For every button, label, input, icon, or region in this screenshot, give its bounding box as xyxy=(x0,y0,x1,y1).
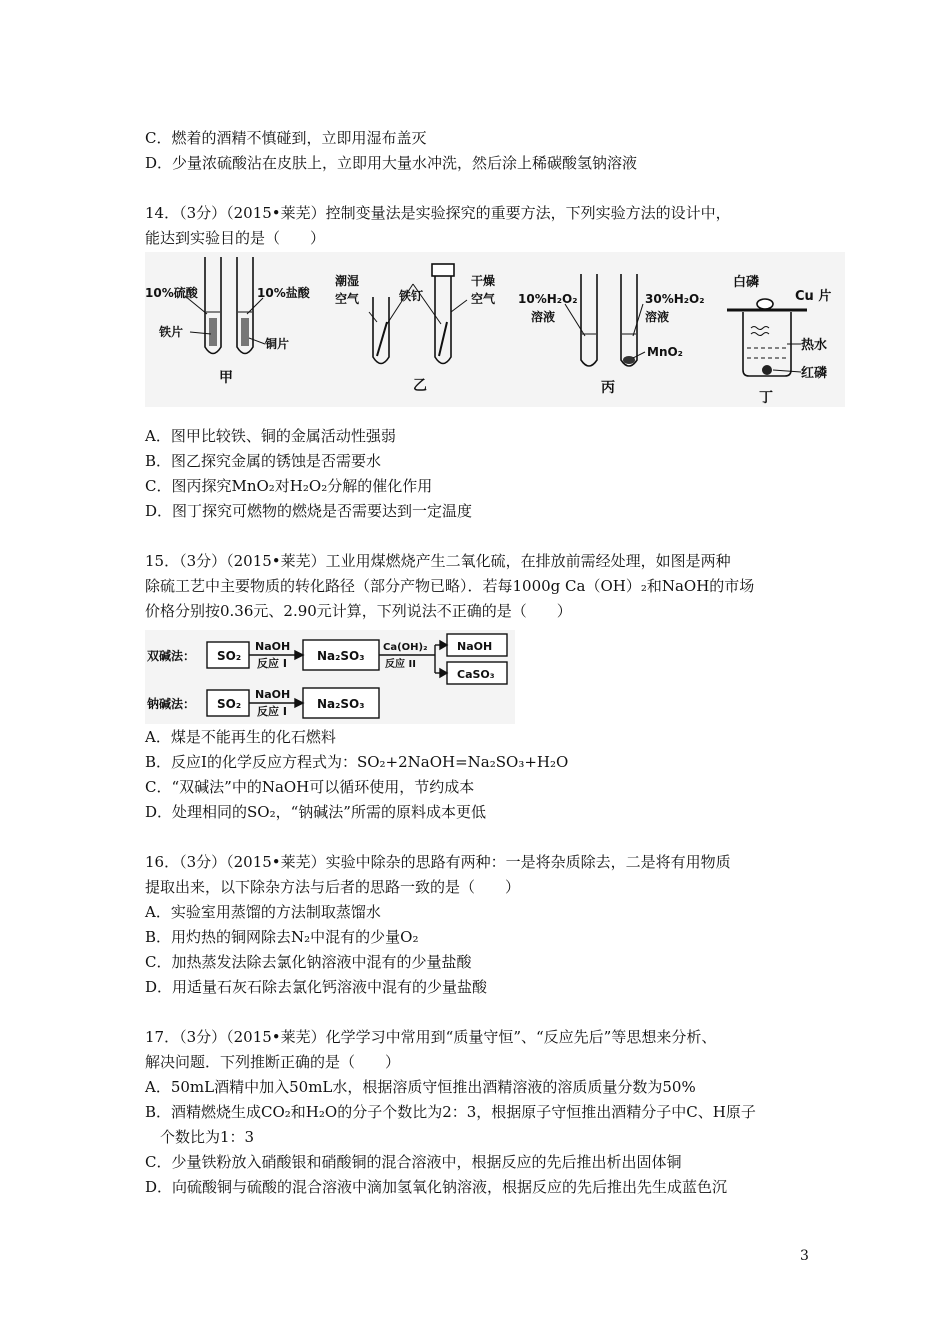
q15-option-d: D．处理相同的SO₂，“钠碱法”所需的原料成本更低 xyxy=(145,803,486,821)
q17-option-a: A．50mL酒精中加入50mL水，根据溶质守恒推出酒精溶液的溶质质量分数为50% xyxy=(145,1078,696,1096)
q15-option-b: B．反应Ⅰ的化学反应方程式为：SO₂+2NaOH=Na₂SO₃+H₂O xyxy=(145,753,569,771)
bing-sol2b-label: 溶液 xyxy=(645,310,670,324)
q13-option-c: C．燃着的酒精不慎碰到，立即用湿布盖灭 xyxy=(145,129,427,147)
jia-metal2-label: 铜片 xyxy=(265,337,290,351)
q15-option-a: A．煤是不能再生的化石燃料 xyxy=(145,728,336,746)
bing-sol1a-label: 10%H₂O₂ xyxy=(518,292,578,306)
q13-option-d: D．少量浓硫酸沾在皮肤上，立即用大量水冲洗，然后涂上稀碳酸氢钠溶液 xyxy=(145,154,638,172)
caso3-label: CaSO₃ xyxy=(457,668,495,681)
q15-process-figure xyxy=(145,630,515,724)
q14-stem-line1: 14．（3分）（2015•莱芜）控制变量法是实验探究的重要方法，下列实验方法的设计中， xyxy=(145,204,731,222)
jia-acid2-label: 10%盐酸 xyxy=(257,286,310,300)
yi-label: 乙 xyxy=(413,378,427,394)
q16-option-c: C．加热蒸发法除去氯化钠溶液中混有的少量盐酸 xyxy=(145,953,472,971)
page-number: 3 xyxy=(800,1248,809,1264)
q17-option-c: C．少量铁粉放入硝酸银和硝酸铜的混合溶液中，根据反应的先后推出析出固体铜 xyxy=(145,1153,682,1171)
naoh-reagent-2: NaOH xyxy=(255,688,291,701)
ding-red-p-label: 红磷 xyxy=(801,366,828,381)
q17-stem-line1: 17．（3分）（2015•莱芜）化学学习中常用到“质量守恒”、“反应先后”等思想来分析、 xyxy=(145,1028,717,1046)
q16-stem-line1: 16．（3分）（2015•莱芜）实验中除杂的思路有两种：一是将杂质除去，二是将有用物质 xyxy=(145,853,731,871)
reaction1-label-2: 反应 I xyxy=(257,705,287,718)
so2-label-1: SO₂ xyxy=(217,649,242,663)
q14-stem-line2: 能达到实验目的是（ ） xyxy=(145,229,326,247)
so2-label-2: SO₂ xyxy=(217,697,242,711)
bing-sol1b-label: 溶液 xyxy=(531,310,556,324)
q16-option-d: D．用适量石灰石除去氯化钙溶液中混有的少量盐酸 xyxy=(145,978,488,996)
q14-option-d: D．图丁探究可燃物的燃烧是否需要达到一定温度 xyxy=(145,502,473,520)
q17-option-d: D．向硫酸铜与硫酸的混合溶液中滴加氢氧化钠溶液，根据反应的先后推出先生成蓝色沉 xyxy=(145,1178,728,1196)
red-phosphorus xyxy=(762,365,772,375)
ding-cu-label: Cu 片 xyxy=(795,289,832,304)
jia-label: 甲 xyxy=(219,370,233,386)
caoh2-reagent: Ca(OH)₂ xyxy=(383,642,428,653)
q14-option-c: C．图丙探究MnO₂对H₂O₂分解的催化作用 xyxy=(145,477,433,495)
q15-stem-line1: 15．（3分）（2015•莱芜）工业用煤燃烧产生二氧化硫，在排放前需经处理，如图是两种 xyxy=(145,552,731,570)
stopper xyxy=(432,264,454,276)
white-phosphorus xyxy=(757,299,773,309)
yi-air2b-label: 空气 xyxy=(471,292,496,306)
q17-option-b-line2: 个数比为1：3 xyxy=(160,1128,255,1146)
q16-option-b: B．用灼热的铜网除去N₂中混有的少量O₂ xyxy=(145,928,419,946)
ding-white-p-label: 白磷 xyxy=(733,275,760,290)
naoh-reagent-1: NaOH xyxy=(255,640,291,653)
q14-option-b: B．图乙探究金属的锈蚀是否需要水 xyxy=(145,452,382,470)
jia-acid1-label: 10%硫酸 xyxy=(145,286,198,300)
yi-air1b-label: 空气 xyxy=(335,292,360,306)
q15-stem-line2: 除硫工艺中主要物质的转化路径（部分产物已略）．若每1000g Ca（OH）₂和NaOH的市场 xyxy=(145,577,755,595)
na2so3-label-1: Na₂SO₃ xyxy=(317,649,365,663)
reaction1-label-1: 反应 I xyxy=(257,657,287,670)
q14-option-a: A．图甲比较铁、铜的金属活动性强弱 xyxy=(145,427,396,445)
q17-option-b-line1: B．酒精燃烧生成CO₂和H₂O的分子个数比为2：3，根据原子守恒推出酒精分子中C、H原子 xyxy=(145,1103,756,1121)
q17-stem-line2: 解决问题．下列推断正确的是（ ） xyxy=(145,1053,401,1071)
q16-stem-line2: 提取出来，以下除杂方法与后者的思路一致的是（ ） xyxy=(145,878,521,896)
naoh-product-label: NaOH xyxy=(457,640,493,653)
q15-stem-line3: 价格分别按0.36元、2.90元计算，下列说法不正确的是（ ） xyxy=(145,602,572,620)
jia-metal1-label: 铁片 xyxy=(159,325,184,339)
copper-plate xyxy=(241,318,249,346)
bing-catalyst-label: MnO₂ xyxy=(647,345,683,359)
ding-water-label: 热水 xyxy=(801,338,828,353)
q15-option-c: C．“双碱法”中的NaOH可以循环使用，节约成本 xyxy=(145,778,475,796)
mno2-solid xyxy=(623,356,635,364)
yi-nail-label: 铁钉 xyxy=(399,289,424,303)
bing-label: 丙 xyxy=(601,380,615,396)
yi-air2a-label: 干燥 xyxy=(471,274,496,288)
method2-label: 钠碱法： xyxy=(147,697,196,711)
ding-label: 丁 xyxy=(759,390,773,406)
reaction2-label: 反应 II xyxy=(385,659,416,670)
q14-experiment-figure xyxy=(145,252,845,407)
method1-label: 双碱法： xyxy=(147,649,196,663)
na2so3-label-2: Na₂SO₃ xyxy=(317,697,365,711)
iron-plate xyxy=(209,318,217,346)
bing-sol2a-label: 30%H₂O₂ xyxy=(645,292,705,306)
q16-option-a: A．实验室用蒸馏的方法制取蒸馏水 xyxy=(145,903,381,921)
yi-air1a-label: 潮湿 xyxy=(335,274,360,288)
